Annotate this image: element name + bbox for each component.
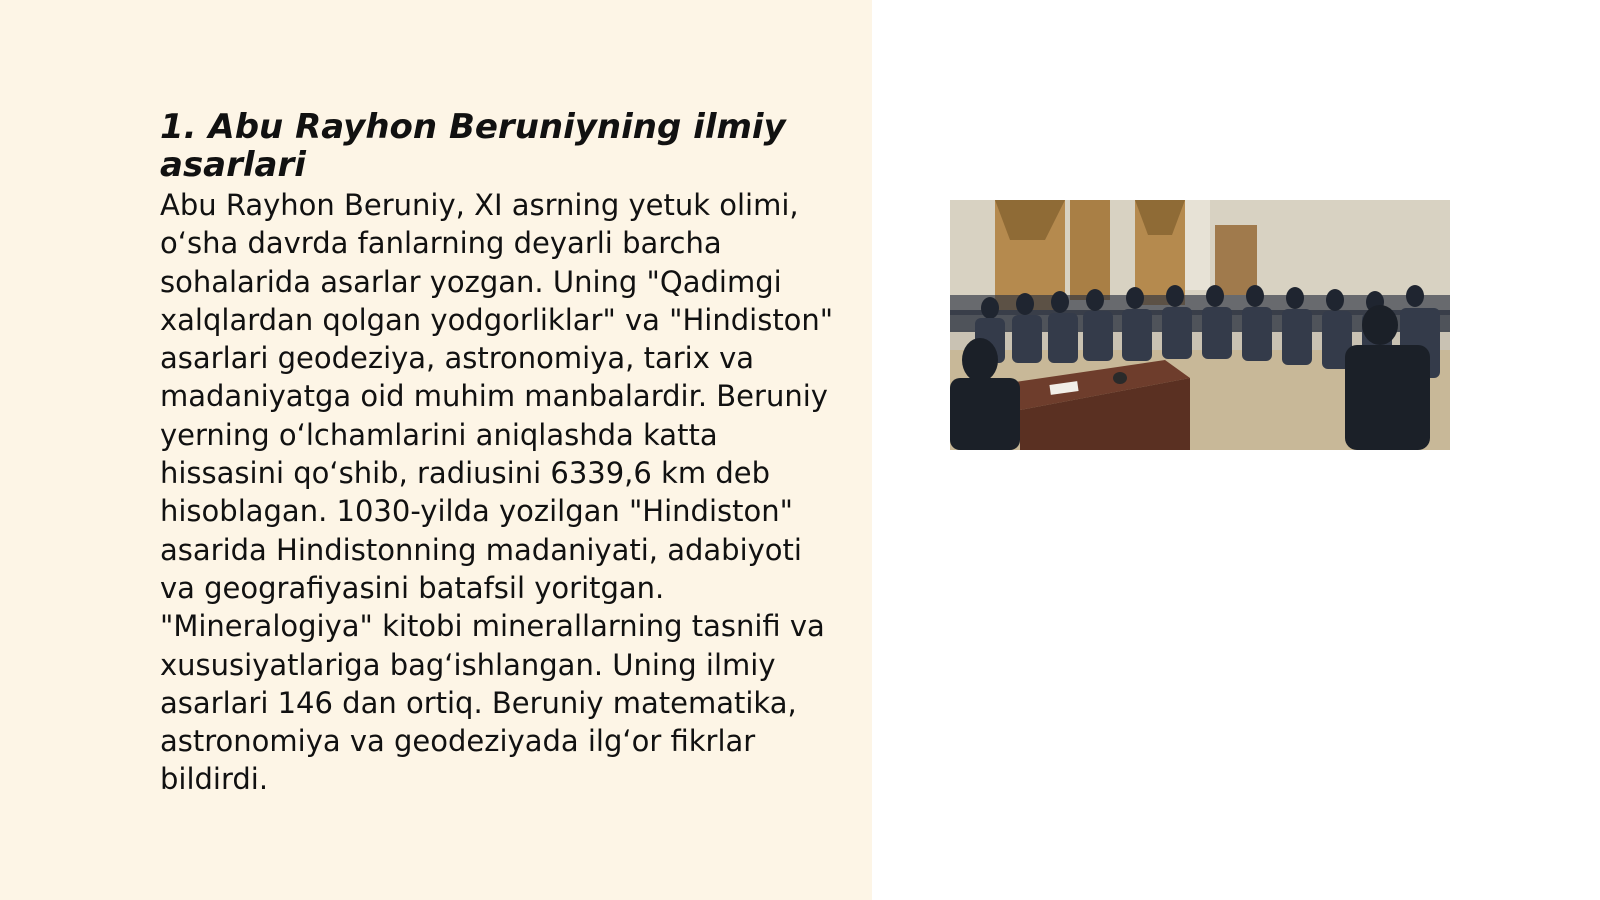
slide-title: 1. Abu Rayhon Beruniyning ilmiy asarlari	[160, 107, 786, 185]
slide-body-text: Abu Rayhon Beruniy, XI asrning yetuk olimi, o‘sha davrda fanlarning deyarli barcha sohalarida asarlar yozgan. Uning "Qadimgi xalqlardan qolgan yodgorliklar" va "Hindiston" asarlari geodeziya, astronomiya, tarix va madaniyatga oid muhim manbalardir. Beruniy yerning o‘lchamlarini aniqlashda katta hissasini qo‘shib, radiusini 6339,6 km deb hisoblagan. 1030-yilda yozilgan "Hindiston" asarida Hindistonning madaniyati, adabiyoti va geografiyasini batafsil yoritgan. "Mineralogiya" kitobi minerallarning tasnifi va xususiyatlariga bag‘ishlangan. Uning ilmiy asarlari 146 dan ortiq. Beruniy matematika, astronomiya va geodeziyada ilg‘or fikrlar bildirdi.	[160, 188, 834, 797]
meeting-photo-image	[950, 200, 1450, 450]
meeting-photo	[950, 200, 1450, 450]
